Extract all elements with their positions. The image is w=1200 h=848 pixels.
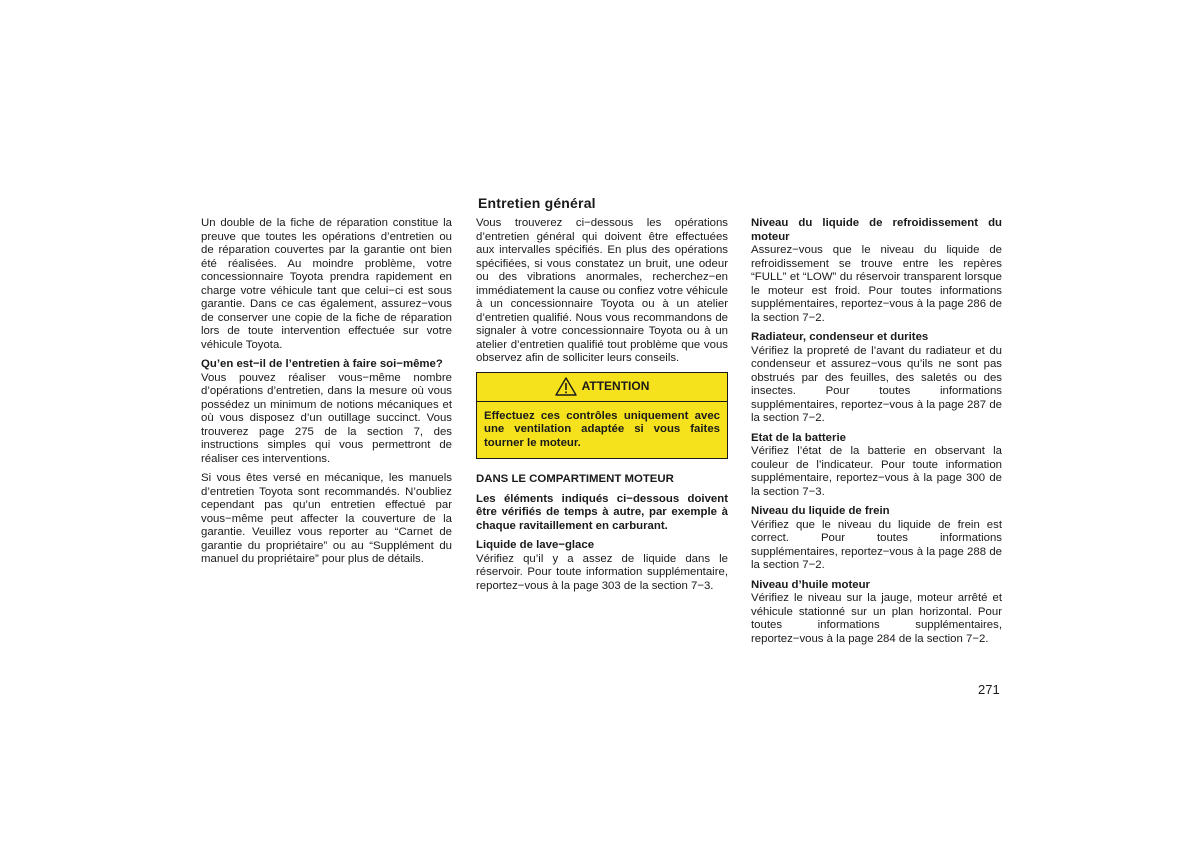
warning-triangle-icon: [555, 377, 577, 396]
attention-label: ATTENTION: [581, 378, 650, 393]
battery-heading: Etat de la batterie: [751, 431, 846, 444]
diy-paragraph: Vous pouvez réaliser vous−même nombre d’opérations d’entretien, dans la mesure où vous possédez un minimum de notions mécaniques et où vous disposez d’un outillage succinct. Vous trouverez page 275 de la section 7, des instructions simples qui vous permettront de réaliser ces interventions.: [201, 371, 452, 465]
warranty-paragraph: Un double de la fiche de réparation constitue la preuve que toutes les opérations d’entretien ou de réparation couvertes par la garantie ont bien été réalisées. Au moindre problème, votre concessionnaire Toyota prendra rapidement en charge votre véhicule tant que celui−ci est sous garantie. Dans ce cas également, assurez−vous de conserver une copie de la fiche de réparation lors de toute intervention effectuée sur votre véhicule Toyota.: [201, 217, 452, 351]
attention-text: Effectuez ces contrôles uniquement avec une ventilation adaptée si vous faites tourner le moteur.: [484, 409, 720, 449]
page-number: 271: [978, 682, 1000, 697]
engine-oil-heading: Niveau d’huile moteur: [751, 578, 870, 591]
engine-compartment-heading: DANS LE COMPARTIMENT MOTEUR: [476, 473, 674, 485]
attention-header: [477, 373, 727, 402]
washer-fluid-paragraph: Vérifiez qu’il y a assez de liquide dans le réservoir. Pour toute information supplémentaire, reportez−vous à la page 303 de la section 7−3.: [476, 552, 728, 592]
left-column: [201, 217, 452, 573]
radiator-heading: Radiateur, condenseur et durites: [751, 331, 929, 343]
brake-fluid-heading: Niveau du liquide de frein: [751, 505, 890, 517]
washer-fluid-heading: Liquide de lave−glace: [476, 539, 595, 551]
diy-maintenance-heading: Qu’en est−il de l’entretien à faire soi−même?: [201, 358, 443, 370]
coolant-heading: Niveau du liquide de refroidissement du moteur: [751, 217, 1002, 243]
right-column: [751, 217, 1002, 652]
coolant-paragraph: Assurez−vous que le niveau du liquide de refroidissement se trouve entre les repères “FULL” et “LOW” du réservoir transparent lorsque le moteur est froid. Pour toutes informations supplémentaires, reportez−vous à la page 286 de la section 7−2.: [751, 244, 1002, 324]
engine-oil-paragraph: Vérifiez le niveau sur la jauge, moteur arrêté et véhicule stationné sur un plan horizontal. Pour toutes informations supplémentaires, reportez−vous à la page 284 de la section 7−2.: [751, 592, 1002, 645]
attention-box: [476, 372, 728, 460]
section-title: Entretien général: [478, 195, 596, 211]
intro-paragraph: Vous trouverez ci−dessous les opérations d’entretien général qui doivent être effectuées aux intervalles spécifiés. En plus des opérations spécifiées, si vous constatez un bruit, une odeur ou des vibrations anormales, recherchez−en immédiatement la cause ou confiez votre véhicule à un concessionnaire Toyota ou à un atelier d’entretien qualifié. Nous vous recommandons de signaler à votre concessionnaire Toyota ou à un atelier d’entretien qualifié tout problème que vous observez afin de solliciter leurs conseils.: [476, 217, 728, 364]
manuals-paragraph: Si vous êtes versé en mécanique, les manuels d’entretien Toyota sont recommandés. N’oubliez cependant pas qu’un entretien effectué par vous−même peut affecter la couverture de la garantie. Veuillez vous reporter au “Carnet de garantie du propriétaire” ou au “Supplément du manuel du propriétaire” pour plus de détails.: [201, 472, 452, 565]
middle-column: [476, 217, 728, 599]
brake-fluid-paragraph: Vérifiez que le niveau du liquide de frein est correct. Pour toutes informations supplémentaires, reportez−vous à la page 288 de la section 7−2.: [751, 518, 1002, 571]
battery-paragraph: Vérifiez l’état de la batterie en observant la couleur de l’indicateur. Pour toute information supplémentaire, reportez−vous à la page 300 de la section 7−3.: [751, 445, 1002, 498]
radiator-paragraph: Vérifiez la propreté de l’avant du radiateur et du condenseur et assurez−vous qu’ils ne sont pas obstrués par des feuilles, des saletés ou des insectes. Pour toutes informations supplémentaires, reportez−vous à la page 287 de la section 7−2.: [751, 344, 1002, 424]
check-intervals-paragraph: Les éléments indiqués ci−dessous doivent être vérifiés de temps à autre, par exemple à chaque ravitaillement en carburant.: [476, 492, 728, 532]
